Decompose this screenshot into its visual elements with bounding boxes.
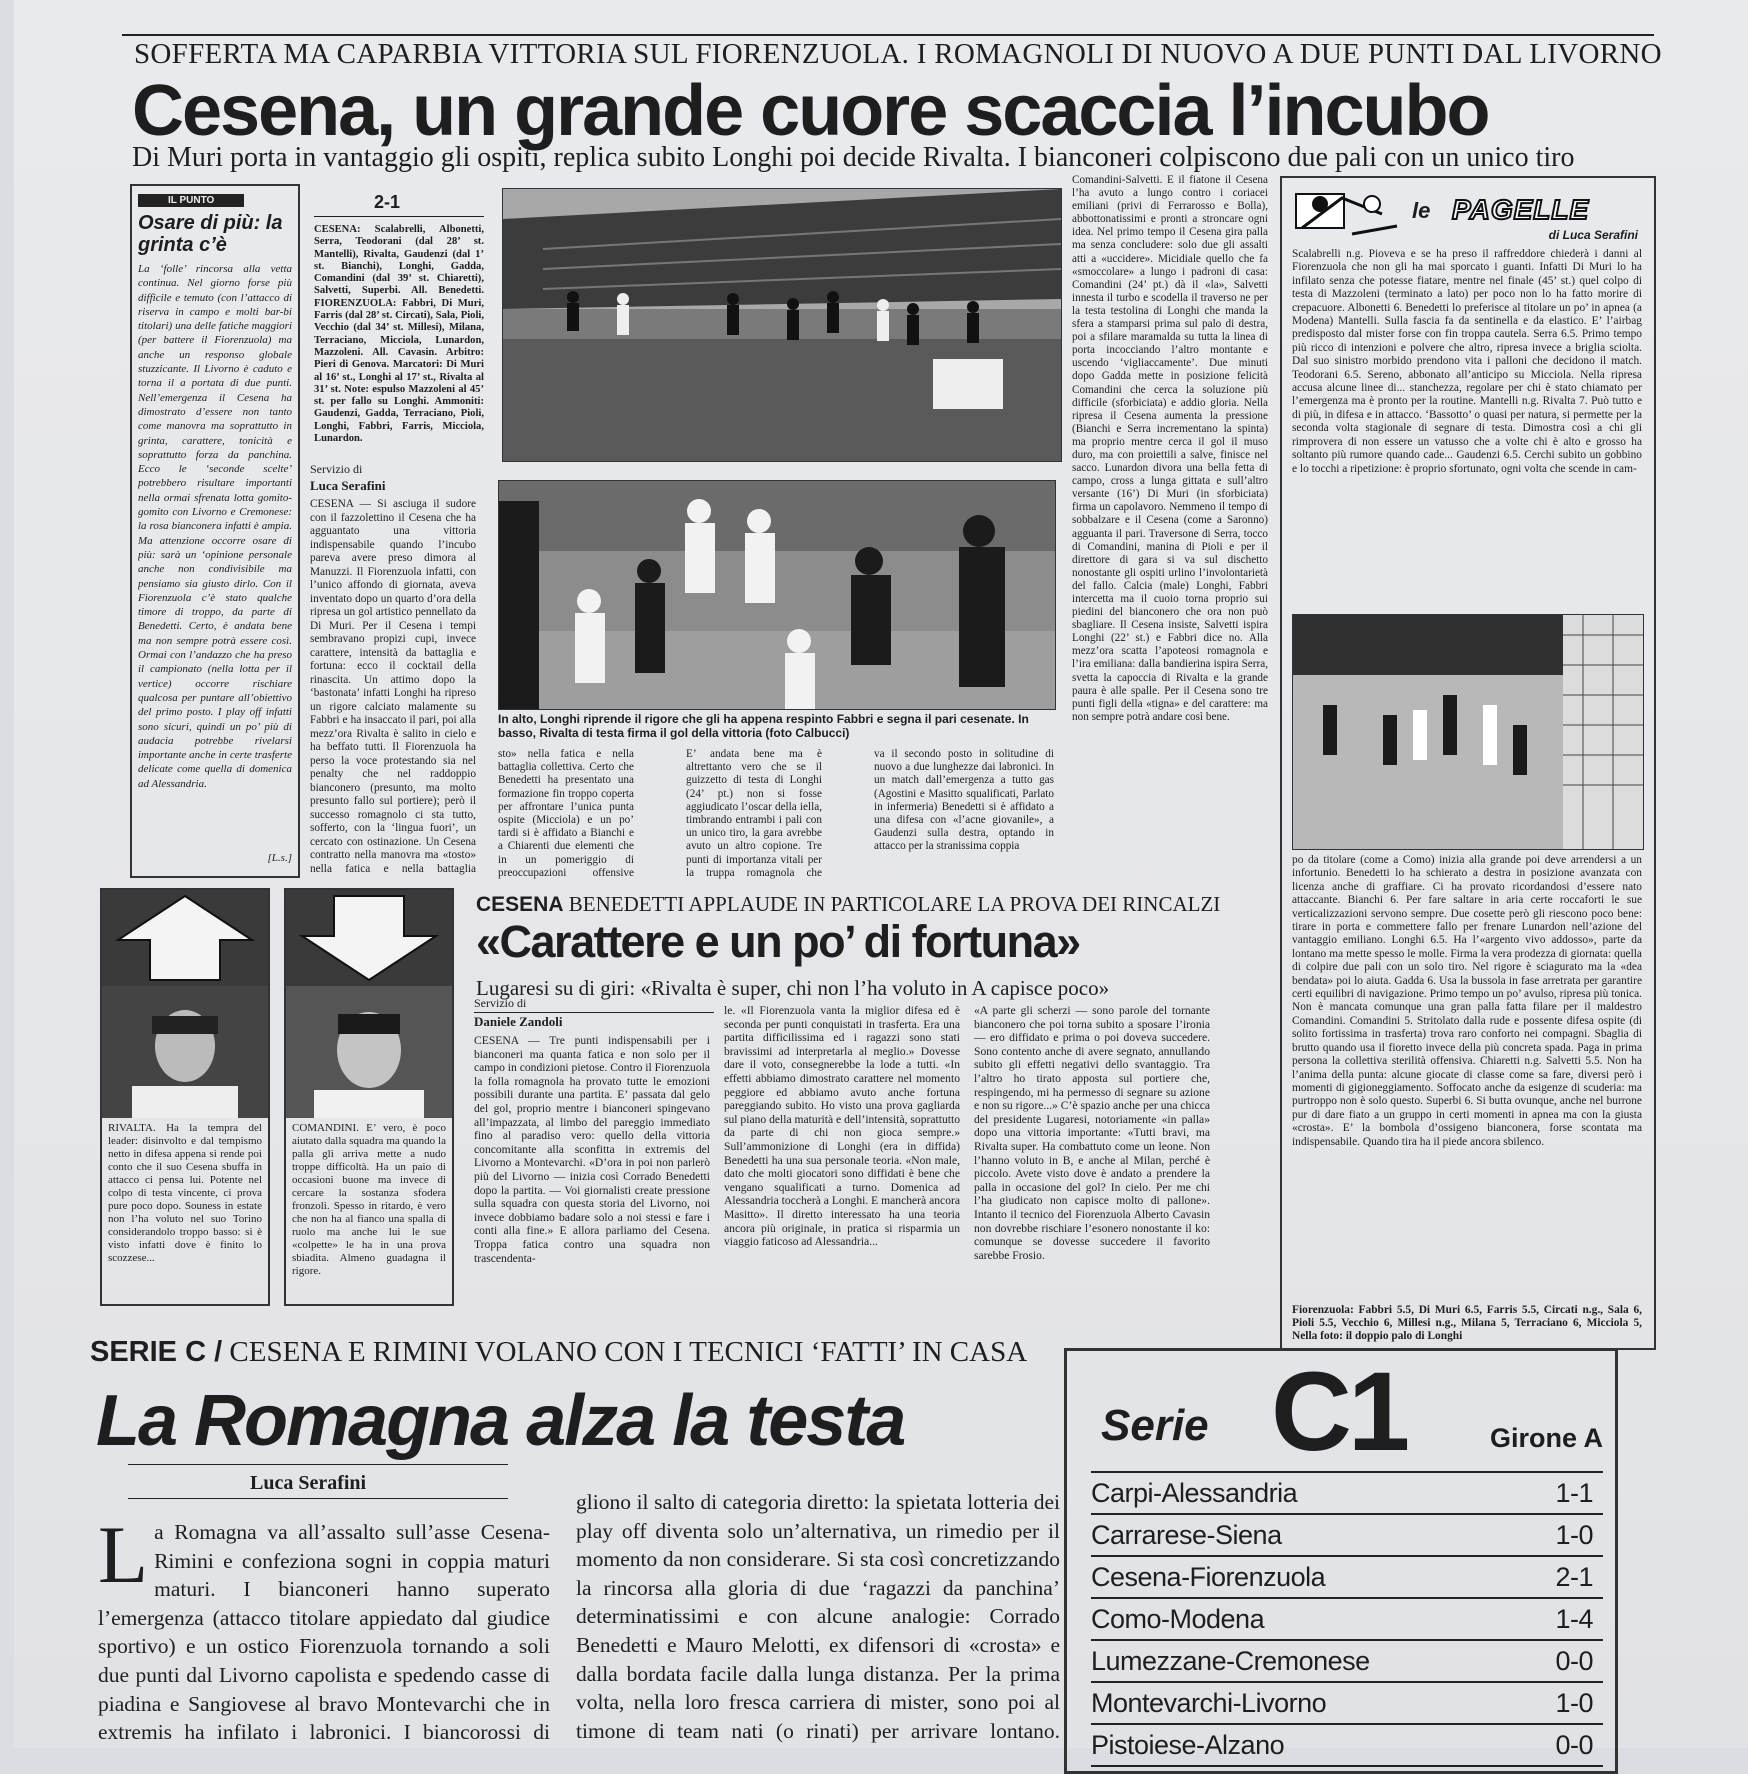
standings-row [1091,1682,1603,1724]
comandini-text: COMANDINI. E’ vero, è poco aiutato dalla squadra ma quando la palla gli arriva mette a nudo troppe difficoltà. Ha un paio di occasioni buone ma invece di cercare la sostanza sfodera fronzoli. Spesso in ritardo, è vero che non ha al fianco una spalla di ruolo ma anche lui le sue «colpette» le ha in una prova sbiadita. Almeno guadagna il rigore. [292,1122,446,1277]
benedetti-headline: «Carattere e un po’ di fortuna» [476,916,1080,967]
match-col5: Comandini-Salvetti. E il fiatone il Cesena l’ha avuto a lungo contro i coriacei emiliani (privi di Ferrarosso e Bolla), abbottonatissimi e pronti a stroncare ogni idea. Nel primo tempo il Cesena gira palla ma senza concludere: solo due gli assalti atti a «uccidere». Micidiale quello che fa «smoccolare» a lungo i padroni di casa: Comandini (24’ pt.) dà il «la», Salvetti innesta il turbo e scodella il traverso ne per la testa testolina di Longhi che manda la sfera a stamparsi prima sul palo di destra, poi a sfilare maramalda su tutta la linea di porta incocciando l’altro montante e uscendo ‘vigliaccamente’. Due minuti dopo Gadda mette in posizione felicità Comandini che cerca la soluzione più difficile (sforbiciata) e addio gloria. Nella ripresa il Cesena aumenta la pressione (Bianchi e Serra incrementano la spinta) ma proprio mentre cerca il gol il muso duro, ma con proiettili a salve, finisce nel sacco. Lunardon divora una bella fetta di campo, cross a lunga gittata e sull’altro versante (16’) Di Muri (in sforbiciata) firma un capolavoro. Nemmeno il tempo di sobbalzare e il Cesena (come a Saronno) agguanta il pari. Traversone di Serra, tocco di Comandini, manina di Pioli e per il direttore di gara si va sul dischetto nonostante gli ospiti urlino l’involontarietà del fallo. Calcia (male) Longhi, Fabbri intercetta ma il cuoio torna proprio sui piedini del bianconero che ora non può sbagliare. Il Cesena insiste, Salvetti ispira Longhi (22’ st.) e Fabbri dice no. Alla mezz’ora scatta l’apoteosi romagnola e l’ira emiliana: dalla bandierina ispira Serra, svetta la capoccia di Rivalta e la grande paura è alle spalle. Per il Cesena sono tre punti figli della «tigna» e del carattere: ma non sempre potrà andare così bene. [1072,174,1268,723]
tabellino-body: CESENA: Scalabrelli, Albonetti, Serra, Teodorani (dal 28’ st. Mantelli), Rivalta, Gaudenzi (dal 1’ st. Bianchi), Longhi, Gadda, Comandini (dal 39’ st. Chiaretti), Salvetti, Superbi. All. Benedetti. FIORENZUOLA: Fabbri, Di Muri, Farris (dal 28’ st. Circati), Sala, Pioli, Vecchio (dal 34’ st. Millesi), Milana, Terraciano, Micciola, Lunardon, Mazzoleni. All. Cavasin. Arbitro: Pieri di Genova. Marcatori: Di Muri al 16’ st., Longhi al 17’ st., Rivalta al 31’ st. Note: espulso Mazzoleni al 45’ st. per fallo su Longhi. Ammoniti: Gaudenzi, Gadda, Terraciano, Pioli, Longhi, Fabbri, Farris, Micciola, Lunardon. [314,224,484,445]
standings-match: Carpi-Alessandria [1091,1473,1528,1514]
standings-score: 1-4 [1528,1598,1603,1640]
romagna-col1 [98,1518,550,1748]
romagna-col1-text: a Romagna va all’assalto sull’asse Cesena-Rimini e confeziona sogni in coppia maturi maturi. I bianconeri hanno superato l’emergenza (attacco titolare appiedato dal giudice sportivo) e un ostico Fiorenzuola tornando a soli due punti dal Livorno capolista e spedendo casse di piadina e Sangiovese al bravo Montevarchi che in extremis ha infilato i labronici. I biancorossi di [98,1520,550,1745]
standings-score: 0-0 [1528,1640,1603,1682]
romagna-rule-bottom [128,1498,508,1499]
standings-match: Lumezzane-Cremonese [1091,1640,1528,1682]
punto-tag: IL PUNTO [138,194,244,207]
pagelle-box [1280,176,1656,1350]
tabellino-byline-label: Servizio di [310,462,363,476]
standings-match: Montevarchi-Livorno [1091,1682,1528,1724]
standings-row [1091,1473,1603,1514]
romagna-byline: Luca Serafini [250,1472,367,1494]
standings-header [1067,1349,1615,1474]
standings-match: Como-Modena [1091,1598,1528,1640]
benedetti-kicker [476,892,1220,917]
standings-match: Carrarese-Siena [1091,1514,1528,1556]
romagna-rule-top [128,1464,508,1465]
standings-row [1091,1598,1603,1640]
standings-match: Pistoiese-Alzano [1091,1724,1528,1766]
standings-score: 1-0 [1528,1514,1603,1556]
newspaper-page [14,0,1748,1760]
standings-score: 0-0 [1528,1724,1603,1766]
standings-score: 2-1 [1528,1556,1603,1598]
standings-row [1091,1724,1603,1766]
punto-body: La ‘folle’ rincorsa alla vetta continua. Nel giorno forse più difficile e temuto (con l’attacco di riserva in campo e molti bar-bi titolari) una delle fatiche maggiori (per battere il Fiorenzuola) ma anche un responso globale stuzzicante. Il Livorno è caduto e torna il a portata di due punti. Nell’emergenza il Cesena ha dimostrato d’essere non tanto come manovra ma soprattutto in grinta, carattere, tonicità e soprattutto forza da panchina. Ecco le ‘seconde scelte’ potrebbero risultare importanti nella ormai sfrenata lotta gomito-gomito con Livorno e Cremonese: la rosa bianconera infatti è ampia. Ma attenzione occorre osare di più: sarà un ‘opinione personale anche non condivisibile ma pensiamo sia giusto dirlo. Con il Fiorenzuola c’è stato qualche timore di troppo, da parte di Benedetti. Certo, è andata bene ma non sempre potrà essere così. Ormai con l’andazzo che ha preso il campionato (nella lotta per il vertice) occorre rischiare qualcosa per puntare all’obiettivo del primo posto. I play off infatti sono sicuri, quindi un po’ più di audacia potrebbe rivelarsi importante anche in certe trasferte delicate come quella di domenica ad Alessandria. [138,263,292,790]
punto-title: Osare di più: la grinta c’è [138,212,283,256]
pagelle-photo-note: Nella foto: il doppio palo di Longhi [1292,1330,1463,1342]
benedetti-byline-label: Servizio di [474,996,527,1010]
match-score: 2-1 [374,192,401,212]
standings-score: 1-0 [1528,1682,1603,1724]
match-photo-bottom [498,480,1056,710]
benedetti-byline: Daniele Zandoli [474,1014,563,1029]
pagelle-photo [1292,614,1644,850]
main-subhead: Di Muri porta in vantaggio gli ospiti, replica subito Longhi poi decide Rivalta. I bianconeri colpiscono due pali con un unico tiro [132,142,1575,173]
standings-row [1091,1640,1603,1682]
benedetti-subhead: Lugaresi su di giri: «Rivalta è super, chi non l’ha voluto in A capisce poco» [476,976,1110,1000]
punto-box [130,184,300,878]
score-rule [314,216,484,217]
rivalta-text: RIVALTA. Ha la tempra del leader: disinvolto e dal tempismo netto in difesa appena si rende poi conto che il suo Cesena sbuffa in attacco ci pensa lui. Potente nel colpo di testa vincente, ci prova pure poco dopo. Souness in estate non l’ha voluto nel suo Torino considerandolo troppo basso: si è visto infatti dove è finito lo scozzese... [108,1122,262,1264]
tabellino-article: CESENA — Si asciuga il sudore con il fazzolettino il Cesena che ha agguantato una vittoria indispensabile quando l’incubo pareva avere preso dimora al Manuzzi. Il Fiorenzuola infatti, con l’unico affondo di giornata, aveva inventato dopo un quarto d’ora della ripresa un gol artistico pennellato da Di Muri. Per il Cesena i tempi sembravano propizi cupi, invece carattere, intensità da battaglia e fortuna: ecco il cocktail della rinascita. Un attimo dopo la ‘bastonata’ infatti Longhi ha ripreso un rigore calciato malamente su Fabbri e ha insaccato il pari, poi alla mezz’ora Rivalta è salito in cielo e ha beffato tutti. Il Fiorenzuola ha perso la voce protestando sia nel penalty che nel raddoppio bianconero (presunto, ma molto presunto fallo sul portiere); però il successo romagnolo ci sta tutto, sofferto, con la ‘lingua fuori’, un cercato con ostinazione. Un Cesena contratto nella manovra ma «tosto» nella fatica e nella battaglia [310,498,476,875]
match-col2: sto» nella fatica e nella battaglia collettiva. Certo che Benedetti ha presentato una formazione fin troppo coperta per affrontare l’unica punta ospite (Micciola) e un po’ tardi si è affidato a Bianchi e a Chiarenti due elementi che in un pomeriggio di preoccupazioni offensive [498,748,634,879]
standings-row [1091,1514,1603,1556]
tabellino-byline: Luca Serafini [310,478,386,493]
standings-table-wrap [1091,1471,1603,1767]
romagna-kicker [90,1336,1027,1369]
romagna-headline: La Romagna alza la testa [96,1381,905,1461]
pagelle-part1: Scalabrelli n.g. Pioveva e se ha preso il raffreddore chiederà i danni al Fiorenzuola che non gli ha mai sporcato i guanti. Infatti Di Muri lo ha infilato senza che potesse fiatare, mentre nel finale (45’ st.) quel colpo di testa di Mazzoleni (terminato a lato) per poco non lo ha fatto morire di crepacuore. Albonetti 6. Benedetti lo preferisce al titolare un po’ in apnea (a Modena) Mantelli. Sulla fascia fa da sentinella e da elastico. E’ l’airbag predisposto dal mister forse con fin troppa cautela. Serra 6.5. Primo tempo più ricco di intenzioni e polvere che altro, ripresa invece a briglia sciolta. Dal suo sinistro morbido prendono vita i palloni che decidono il match. Teodorani 6.5. Sereno, abbonato all’anticipo su Micciola. Nella ripresa accusa alcune linee di... stanchezza, regolare per chi è stato chiamato per l’emergenza ma è pronto per la routine. Mantelli n.g. Rivalta 7. Può tutto e di più, in difesa e in attacco. ‘Bassotto’ o quasi per natura, si permette per la seconda volta stagionale di segnare di testa. Dimostra così a chi gli rimprovera di non essere un vatusso che a volte chi è alto e grosso ha soltanto più rumore quando cade... Gaudenzi 6.5. Cerchi subito un gobbino e lo tocchi a ripetizione: è proprio sfortunato, ogni volta che scende in cam- [1292,248,1642,475]
pagelle-fiorenzuola: Fiorenzuola: Fabbri 5.5, Di Muri 6.5, Farris 5.5, Circati n.g., Sala 6, Pioli 5.5, Vecchio 6, Millesi n.g., Milana 5, Terraciano 6, Micciola 5, [1292,1304,1642,1330]
standings-series-big: C1 [1271,1349,1407,1474]
arrow-up-icon [102,890,268,986]
pagelle-part2: po da titolare (come a Como) inizia alla grande poi deve arrendersi a un infortunio. Benedetti lo ha schierato a destra in posizione avanzata con licenza anche di graffiare. Ci ha provato ricordandosi d’essere nato attaccante. Bianchi 6. Per fare saltare in aria certe roccaforti le sue verticalizzazioni servono sempre. Due cosette però gli riescono poco bene: tirare in porta e commettere fallo per frenare Lunardon nell’azione del vantaggio emiliano. Longhi 6.5. Ha l’«argento vivo addosso», parte da lontano ma mette spesso le molle. Firma la vera prodezza di giornata: quella di colpire due pali con un solo tiro. Nel rigore è sciagurato ma la «dea bendata» poi lo aiuta. Gadda 6. Usa la bussola in fase arretrata per garantire certi equilibri di navigazione. Primo tempo un po’ avulso, ripresa più tonica. Non è mancata comunque una gran palla fatta filare per il maldestro Comandini. Comandini 5. Stritolato dalla rude e possente difesa ospite (di solito fortissima in trasferta) trova raro conforto nei compagni. Sbaglia di brutto quando usa il fioretto invece della più concreta spada. Paga in prima persona la collettiva sterilità offensiva. Chiaretti n.g. Salvetti 5.5. Non ha l’anima della punta: alcune giocate di classe come sa fare, diversi però i momenti di gigioneggiamento. Soffocato anche da esigenze di scuderia: ma purtroppo non è solo questo. Superbi 6. Si butta ovunque, anche nel burrone pur di dare fiato a un gruppo in certi momenti in apnea ma con la giusta «crosta». E’ la bombola d’ossigeno bianconera, forse scontata ma indispensabile. Quando tira ha il piede ancora sbilenco. [1292,854,1642,1148]
benedetti-kicker-text: BENEDETTI APPLAUDE IN PARTICOLARE LA PROVA DEI RINCALZI [568,892,1221,916]
standings-table [1091,1473,1603,1767]
romagna-kicker-text: CESENA E RIMINI VOLANO CON I TECNICI ‘FATTI’ IN CASA [229,1336,1028,1368]
standings-match: Cesena-Fiorenzuola [1091,1556,1528,1598]
arrow-down-icon [286,890,452,986]
top-rule [122,34,1654,36]
match-photo-top [502,188,1062,462]
pagelle-logo-le: le [1412,198,1431,223]
main-headline: Cesena, un grande cuore scaccia l’incubo [132,71,1489,151]
rivalta-photo [102,986,268,1118]
main-kicker: SOFFERTA MA CAPARBIA VITTORIA SUL FIORENZUOLA. I ROMAGNOLI DI NUOVO A DUE PUNTI DAL LIVORNO [134,38,1662,70]
standings-score: 1-1 [1528,1473,1603,1514]
standings-group: Girone A [1489,1423,1603,1453]
benedetti-kicker-bold: CESENA [476,893,564,916]
arrow-down-box [284,888,454,1306]
romagna-col2: gliono il salto di categoria diretto: la spietata lotteria dei play off diventa solo un’alternativa, un rimedio per il momento da non considerare. Si sta così concretizzando la rincorsa alla gloria di due ‘ragazzi da panchina’ determinatissimi e con alcune analogie: Corrado Benedetti e Mauro Melotti, ex difensori di «crosta» e dalla bordata facile dalla lunga distanza. Per la prima volta, nella loro fresca carriera di mister, sono poi al timone di team nati (o rinati) per arrivare lontano. [576,1490,1060,1743]
benedetti-col3: «A parte gli scherzi — sono parole del tornante bianconero che poi torna subito a sposare l’ironia — ero diffidato e prima o poi doveva succedere. Sono contento anche di avere segnato, annullando subito gli effetti negativi dello svantaggio. Tra l’altro ho tirato apposta sul portiere che, respingendo, mi ha permesso di segnare su azione e non su rigore...» C’è spazio anche per una chicca del presidente Lugaresi, notoriamente «in palla» dopo una vittoria importante: «Tutti bravi, ma Rivalta super. Ha combattuto come un leone. Non l’hanno voluto in B, e anche al Milan, perché è piccolo. Avete visto dove è andato a prendere la palla in occasione del gol? In cielo. Per me chi l’ha giudicato non capisce molto di pallone». Intanto il tecnico del Fiorenzuola Alberto Cavasin non dovrebbe rischiare l’esonero nonostante il ko: comunque se dovesse succedere il favorito sarebbe Frosio. [974,1004,1210,1262]
pagelle-logo-text: PAGELLE [1452,194,1590,225]
pagelle-byline: di Luca Serafini [1548,228,1638,242]
standings-box [1064,1348,1618,1774]
comandini-photo [286,986,452,1118]
standings-row [1091,1556,1603,1598]
match-col4: va il secondo posto in solitudine di nuovo a due lunghezze dai labronici. In un match dall’emergenza a tutto gas (Agostini e Masitto squalificati, Parlato in infermeria) Benedetti si è affidato a una difesa con «l’acne giovanile», a Gaudenzi sulla destra, optando in attacco per la stranissima coppia [874,748,1054,853]
benedetti-col1: CESENA — Tre punti indispensabili per i bianconeri ma quanta fatica e non solo per il campo in condizioni pietose. Contro il Fiorenzuola la folla romagnola ha provato tutte le emozioni possibili durante una partita. E’ passata dal gelo del gol, proprio mentre i bianconeri spingevano all’impazzata, al limbo del pareggio immediato fino al paradiso vero: quello della vittoria concomitante alla sconfitta in extremis del Livorno a Montevarchi. «D’ora in poi non parlerò più del Livorno — inizia così Corrado Benedetti dopo la partita. — Voi giornalisti create pressione sulla squadra con questa storia del Livorno, noi invece dobbiamo badare solo a noi stessi e fare i conti alla fine.» E allora parliamo del Cesena. Troppa fatica contro una squadra non trascendenta- [474,1034,710,1265]
match-col3: E’ andata bene ma è altrettanto vero che se il guizzetto di testa di Longhi (24’ pt.) non si fosse aggiudicato l’oscar della iella, timbrando entrambi i pali con un unico tiro, la gara avrebbe avuto un altro copione. Tre punti di importanza vitali per la truppa romagnola che [686,748,822,879]
standings-series: Serie [1101,1401,1209,1450]
arrow-up-box [100,888,270,1306]
punto-sign: [L.s.] [267,852,292,864]
pagelle-cartoon-icon [1292,184,1402,242]
benedetti-col2: le. «Il Fiorenzuola vanta la miglior difesa ed è seconda per punti conquistati in trasferta. Era una partita difficilissima ed i ragazzi sono stati bravissimi ad interpretarla al meglio.» Dovesse dare il voto, consegnerebbe la lode a tutti. «In effetti abbiamo dimostrato carattere nel momento peggiore ed abbiamo avuto anche fortuna pareggiando subito. Ho visto una prova gagliarda sul piano della maturità e dell’intensità, soprattutto da parte di chi non gioca sempre.» Sull’ammonizione di Longhi (era in diffida) Benedetti ha una sua personale teoria. «Non male, dato che molti giocatori sono diffidati è bene che vengano squalificati a turno. Domenica ad Alessandria toccherà a Longhi. E mancherà ancora Masitto». Il diretto interessato ha una teoria ancora più originale, in pratica si risparmia un viaggio faticoso ad Alessandria... [724,1004,960,1249]
romagna-kicker-bold: SERIE C / [90,1336,223,1368]
romagna-dropcap: L [98,1518,149,1600]
match-caption: In alto, Longhi riprende il rigore che gli ha appena respinto Fabbri e segna il pari cesenate. In basso, Rivalta di testa firma il gol della vittoria (foto Calbucci) [498,712,1029,740]
benedetti-rule [474,1012,714,1013]
